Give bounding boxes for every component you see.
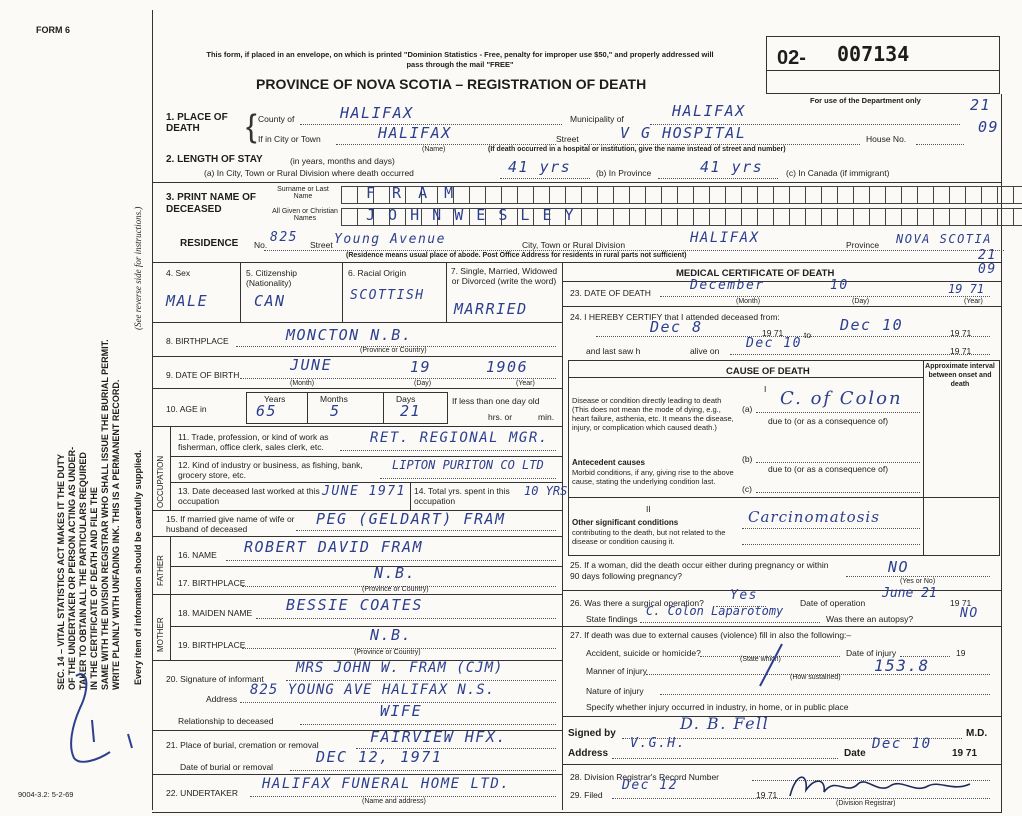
attended-from-year: 19 71 bbox=[762, 328, 784, 338]
injury-year: 19 bbox=[956, 648, 966, 658]
manner-label: Manner of injury bbox=[586, 666, 647, 676]
margin-code-b1: 21 bbox=[978, 248, 997, 263]
undertaker-note: (Name and address) bbox=[362, 798, 426, 805]
wife-value: PEG (GELDART) FRAM bbox=[316, 510, 506, 528]
name-note: (Name) bbox=[422, 146, 446, 153]
burial-date-label: Date of burial or removal bbox=[180, 762, 274, 772]
filed-year: 19 71 bbox=[756, 790, 778, 800]
antecedent-label: Antecedent causes bbox=[572, 458, 645, 467]
marital-label: 7. Single, Married, Widowed or Divorced (write the word) bbox=[450, 266, 558, 286]
citizenship-value: CAN bbox=[254, 292, 286, 310]
q25-value: NO bbox=[888, 558, 910, 576]
other-cond-value: Carcinomatosis bbox=[748, 508, 880, 526]
dod-year: 19 71 bbox=[948, 282, 985, 296]
residence-province-label: Province bbox=[846, 240, 880, 250]
marital-value: MARRIED bbox=[454, 300, 528, 318]
stay-sub: (in years, months and days) bbox=[290, 156, 395, 166]
findings-value: C. Colon Laparotomy bbox=[646, 604, 784, 618]
autopsy-value: NO bbox=[960, 606, 979, 621]
informant-addr-value: 825 YOUNG AVE HALIFAX N.S. bbox=[250, 682, 496, 698]
sidebar-line1: SEC. 14 – VITAL STATISTICS ACT MAKES IT THE DUTY bbox=[56, 453, 66, 690]
sig-date-label: Date bbox=[844, 748, 866, 759]
house-label: House No. bbox=[866, 134, 907, 144]
hrs-label: hrs. or bbox=[488, 412, 513, 422]
q26-label: 26. Was there a surgical operation? bbox=[570, 598, 704, 608]
trade-value: RET. REGIONAL MGR. bbox=[370, 430, 549, 446]
surname-value: F R A M bbox=[366, 184, 458, 202]
informant-rel-value: WIFE bbox=[380, 702, 423, 720]
interval-label: Approximate interval between onset and death bbox=[925, 363, 995, 388]
last-worked-value: JUNE 1971 bbox=[322, 484, 406, 499]
years-value: 65 bbox=[256, 402, 278, 420]
residence-street-label: Street bbox=[310, 240, 333, 250]
injury-date-label: Date of injury bbox=[846, 648, 897, 658]
father-bp-note: (Province or Country) bbox=[362, 586, 429, 593]
racial-label: 6. Racial Origin bbox=[348, 268, 407, 278]
undertaker-value: HALIFAX FUNERAL HOME LTD. bbox=[262, 776, 511, 792]
slash-mark bbox=[750, 640, 790, 690]
dod-year-note: (Year) bbox=[964, 298, 983, 305]
attended-from: Dec 8 bbox=[650, 318, 703, 336]
county-label: County of bbox=[258, 114, 295, 124]
margin-code-a2: 09 bbox=[978, 118, 1000, 136]
findings-label: State findings bbox=[586, 614, 638, 624]
dod-day-note: (Day) bbox=[852, 298, 870, 305]
margin-code-b2: 09 bbox=[978, 262, 997, 277]
given-value: J O H N W E S L E Y bbox=[366, 206, 576, 224]
q26-value: Yes bbox=[730, 588, 758, 603]
undertaker-label: 22. UNDERTAKER bbox=[166, 788, 238, 798]
q26-date: June 21 bbox=[882, 586, 937, 601]
dod-label: 23. DATE OF DEATH bbox=[570, 288, 651, 298]
signed-by-value: D. B. Fell bbox=[680, 714, 770, 733]
father-side-label: FATHER bbox=[156, 555, 165, 586]
q26-year: 19 71 bbox=[950, 598, 972, 608]
racial-value: SCOTTISH bbox=[350, 288, 425, 303]
father-name-label: 16. NAME bbox=[178, 550, 217, 560]
cause-part2: II bbox=[646, 504, 651, 514]
how-note: (How sustained) bbox=[790, 674, 841, 681]
q26-date-label: Date of operation bbox=[800, 598, 866, 608]
state-which-note: (State which) bbox=[740, 656, 781, 663]
other-cond-label: Other significant conditions bbox=[572, 518, 679, 527]
mother-side-label: MOTHER bbox=[156, 617, 165, 652]
dob-year: 1906 bbox=[486, 358, 529, 376]
dod-month: December bbox=[690, 278, 765, 293]
where-label: Specify whether injury occurred in industry, in home, or in public place bbox=[586, 702, 849, 712]
footer-code: 9004-3.2: 5-2-69 bbox=[18, 790, 74, 799]
residence-city-label: City, Town or Rural Division bbox=[522, 240, 626, 250]
signed-by-label: Signed by bbox=[568, 728, 616, 739]
attended-to-year: 19 71 bbox=[950, 328, 972, 338]
informant-sig-value: MRS JOHN W. FRAM (CJM) bbox=[296, 660, 504, 676]
direct-cause-label: Disease or condition directly leading to death (This does not mean the mode of dying, e.g., heart failure, asthenia, etc. It means the disease, injury, or complication which caused death.) bbox=[572, 396, 734, 432]
wife-label: 15. If married give name of wife or husband of deceased bbox=[166, 514, 295, 534]
less-day-label: If less than one day old bbox=[452, 396, 540, 406]
mother-bp-value: N.B. bbox=[370, 626, 413, 644]
residence-note: (Residence means usual place of abode. Post Office Address for residents in rural parts not sufficient) bbox=[346, 252, 687, 259]
sig-address-label: Address bbox=[568, 748, 609, 759]
sidebar-line8: Every item of information should be carefully supplied. bbox=[133, 449, 143, 685]
dob-day-note: (Day) bbox=[414, 380, 432, 387]
cause-a-value: C. of Colon bbox=[780, 388, 903, 409]
medical-heading: MEDICAL CERTIFICATE OF DEATH bbox=[676, 268, 835, 279]
birthplace-value: MONCTON N.B. bbox=[286, 326, 413, 344]
surname-label: Surname or Last Name bbox=[277, 186, 329, 200]
father-name-value: ROBERT DAVID FRAM bbox=[244, 538, 424, 556]
informant-rel-label: Relationship to deceased bbox=[178, 716, 274, 726]
autopsy-label: Was there an autopsy? bbox=[826, 614, 914, 624]
manner-value: 153.8 bbox=[874, 656, 930, 675]
accident-label: Accident, suicide or homicide? bbox=[586, 648, 701, 658]
dod-day: 10 bbox=[830, 278, 849, 293]
form-id: FORM 6 bbox=[36, 25, 71, 35]
birthplace-label: 8. BIRTHPLACE bbox=[166, 336, 229, 346]
sidebar-line5: SAME WITH THE DIVISION REGISTRAR WHO SHALL ISSUE THE BURIAL PERMIT. bbox=[100, 339, 110, 690]
last-seen-label: and last saw h bbox=[586, 346, 641, 356]
industry-value: LIPTON PURITON CO LTD bbox=[392, 458, 544, 472]
total-yrs-value: 10 YRS bbox=[524, 484, 568, 498]
filed-label: 29. Filed bbox=[570, 790, 603, 800]
citizenship-label: 5. Citizenship (Nationality) bbox=[246, 268, 298, 288]
cause-due-2: due to (or as a consequence of) bbox=[768, 464, 889, 474]
informant-addr-label: Address bbox=[206, 694, 238, 704]
attended-to-word: to bbox=[804, 330, 812, 340]
street-label: Street bbox=[556, 134, 579, 144]
registrar-note: (Division Registrar) bbox=[836, 800, 896, 807]
attended-to: Dec 10 bbox=[840, 316, 904, 334]
dob-month: JUNE bbox=[290, 356, 333, 374]
given-label: All Given or Christian Names bbox=[272, 208, 338, 222]
city-label: If in City or Town bbox=[258, 134, 321, 144]
maiden-label: 18. MAIDEN NAME bbox=[178, 608, 253, 618]
municipality-label: Municipality of bbox=[570, 114, 624, 124]
last-seen-year: 19 71 bbox=[950, 346, 972, 356]
days-value: 21 bbox=[400, 402, 422, 420]
cause-b-label: (b) bbox=[742, 454, 753, 464]
dept-use-label: For use of the Department only bbox=[810, 96, 921, 105]
industry-label: 12. Kind of industry or business, as fishing, bank, grocery store, etc. bbox=[178, 460, 363, 480]
sidebar-line4: IN THE CERTIFICATE OF DEATH AND FILE THE bbox=[89, 487, 99, 690]
sidebar-line7: (See reverse side for instructions.) bbox=[133, 206, 143, 330]
dod-month-note: (Month) bbox=[736, 298, 761, 305]
sidebar-line2: OF THE UNDERTAKER OR PERSON ACTING AS UNDER- bbox=[67, 446, 77, 690]
serial-box bbox=[766, 36, 1000, 94]
sig-date-value: Dec 10 bbox=[872, 736, 932, 752]
q25-note: (Yes or No) bbox=[900, 578, 936, 585]
burial-place-label: 21. Place of burial, cremation or removal bbox=[166, 740, 319, 750]
md-label: M.D. bbox=[966, 728, 988, 739]
residence-no-label: No. bbox=[254, 240, 268, 250]
months-value: 5 bbox=[330, 402, 341, 420]
residence-city: HALIFAX bbox=[690, 230, 760, 246]
page-title: PROVINCE OF NOVA SCOTIA – REGISTRATION OF DEATH bbox=[256, 76, 647, 92]
serial-prefix: 02- bbox=[777, 47, 806, 69]
serial-number: 007134 bbox=[837, 42, 910, 66]
min-label: min. bbox=[538, 412, 555, 422]
initials-mark bbox=[58, 668, 118, 768]
sidebar-line3: TAKER TO OBTAIN ALL THE PARTICULARS REQUIRED bbox=[78, 452, 88, 690]
father-bp-label: 17. BIRTHPLACE bbox=[178, 578, 246, 588]
last-worked-label: 13. Date deceased last worked at this occupation bbox=[178, 486, 320, 506]
sex-label: 4. Sex bbox=[166, 268, 191, 278]
burial-place-value: FAIRVIEW HFX. bbox=[370, 728, 507, 746]
alive-on-label: alive on bbox=[690, 346, 720, 356]
sex-value: MALE bbox=[166, 292, 209, 310]
q25-label: 25. If a woman, did the death occur either during pregnancy or within 90 days following pregnancy? bbox=[570, 560, 829, 581]
sig-date-year: 19 71 bbox=[952, 748, 978, 759]
stay-label: 2. LENGTH OF STAY bbox=[166, 154, 263, 165]
nature-label: Nature of injury bbox=[586, 686, 644, 696]
trade-label: 11. Trade, profession, or kind of work as fisherman, office clerk, sales clerk, etc. bbox=[178, 432, 329, 452]
cause-c-label: (c) bbox=[742, 484, 752, 494]
mother-bp-label: 19. BIRTHPLACE bbox=[178, 640, 246, 650]
cause-part1: I bbox=[764, 384, 767, 394]
filed-date: Dec 12 bbox=[622, 778, 678, 793]
margin-code-a1: 21 bbox=[970, 96, 992, 114]
stay-a-value: 41 yrs bbox=[508, 158, 572, 176]
q27-label: 27. If death was due to external causes (violence) fill in also the following:– bbox=[570, 630, 852, 640]
stay-a-label: (a) In City, Town or Rural Division where death occurred bbox=[204, 168, 414, 178]
dob-month-note: (Month) bbox=[290, 380, 315, 387]
dob-day: 19 bbox=[410, 358, 432, 376]
sidebar-line6: WRITE PLAINLY WITH UNFADING INK. THIS IS A PERMANENT RECORD. bbox=[111, 379, 121, 690]
maiden-value: BESSIE COATES bbox=[286, 596, 423, 614]
residence-label: RESIDENCE bbox=[180, 238, 239, 249]
hospital-note: (If death occurred in a hospital or institution, give the name instead of street and number) bbox=[488, 146, 786, 153]
cause-heading: CAUSE OF DEATH bbox=[726, 366, 810, 377]
stay-b-value: 41 yrs bbox=[700, 158, 764, 176]
city-value: HALIFAX bbox=[378, 124, 452, 142]
last-seen-value: Dec 10 bbox=[746, 336, 802, 351]
informant-sig-label: 20. Signature of informant bbox=[166, 674, 264, 684]
record-number-label: 28. Division Registrar's Record Number bbox=[570, 772, 720, 782]
antecedent-sub: Morbid conditions, if any, giving rise to the above cause, stating the underlying condition last. bbox=[572, 468, 734, 486]
residence-no: 825 bbox=[270, 230, 298, 245]
occupation-side-label: OCCUPATION bbox=[156, 455, 165, 508]
place-label: 1. PLACE OF DEATH bbox=[166, 112, 228, 134]
burial-date-value: DEC 12, 1971 bbox=[316, 748, 443, 766]
cause-a-label: (a) bbox=[742, 404, 753, 414]
name-label: 3. PRINT NAME OF DECEASED bbox=[166, 192, 257, 215]
street-value: V G HOSPITAL bbox=[620, 124, 747, 142]
postal-notice: This form, if placed in an envelope, on which is printed "Dominion Statistics - Free, penalty for improper use $50," and properly addressed will pass through the mail "FREE" bbox=[206, 50, 714, 69]
father-bp-value: N.B. bbox=[374, 564, 417, 582]
age-label: 10. AGE in bbox=[166, 404, 207, 414]
sig-address-value: V.G.H. bbox=[630, 736, 686, 751]
residence-province: NOVA SCOTIA bbox=[896, 232, 992, 246]
stay-b-label: (b) In Province bbox=[596, 168, 652, 178]
mother-bp-note: (Province or Country) bbox=[354, 649, 421, 656]
attended-label: 24. I HEREBY CERTIFY that I attended deceased from: bbox=[570, 312, 780, 322]
days-label: Days bbox=[396, 394, 416, 404]
cause-due-1: due to (or as a consequence of) bbox=[768, 416, 889, 426]
years-label: Years bbox=[264, 394, 286, 404]
birthplace-note: (Province or Country) bbox=[360, 347, 427, 354]
stay-c-label: (c) In Canada (if immigrant) bbox=[786, 168, 890, 178]
residence-street: Young Avenue bbox=[334, 232, 446, 247]
dob-label: 9. DATE OF BIRTH bbox=[166, 370, 240, 380]
other-cond-sub: contributing to the death, but not related to the disease or condition causing it. bbox=[572, 528, 726, 546]
total-yrs-label: 14. Total yrs. spent in this occupation bbox=[414, 486, 510, 506]
municipality-value: HALIFAX bbox=[672, 102, 746, 120]
months-label: Months bbox=[320, 394, 348, 404]
county-value: HALIFAX bbox=[340, 104, 414, 122]
dob-year-note: (Year) bbox=[516, 380, 535, 387]
